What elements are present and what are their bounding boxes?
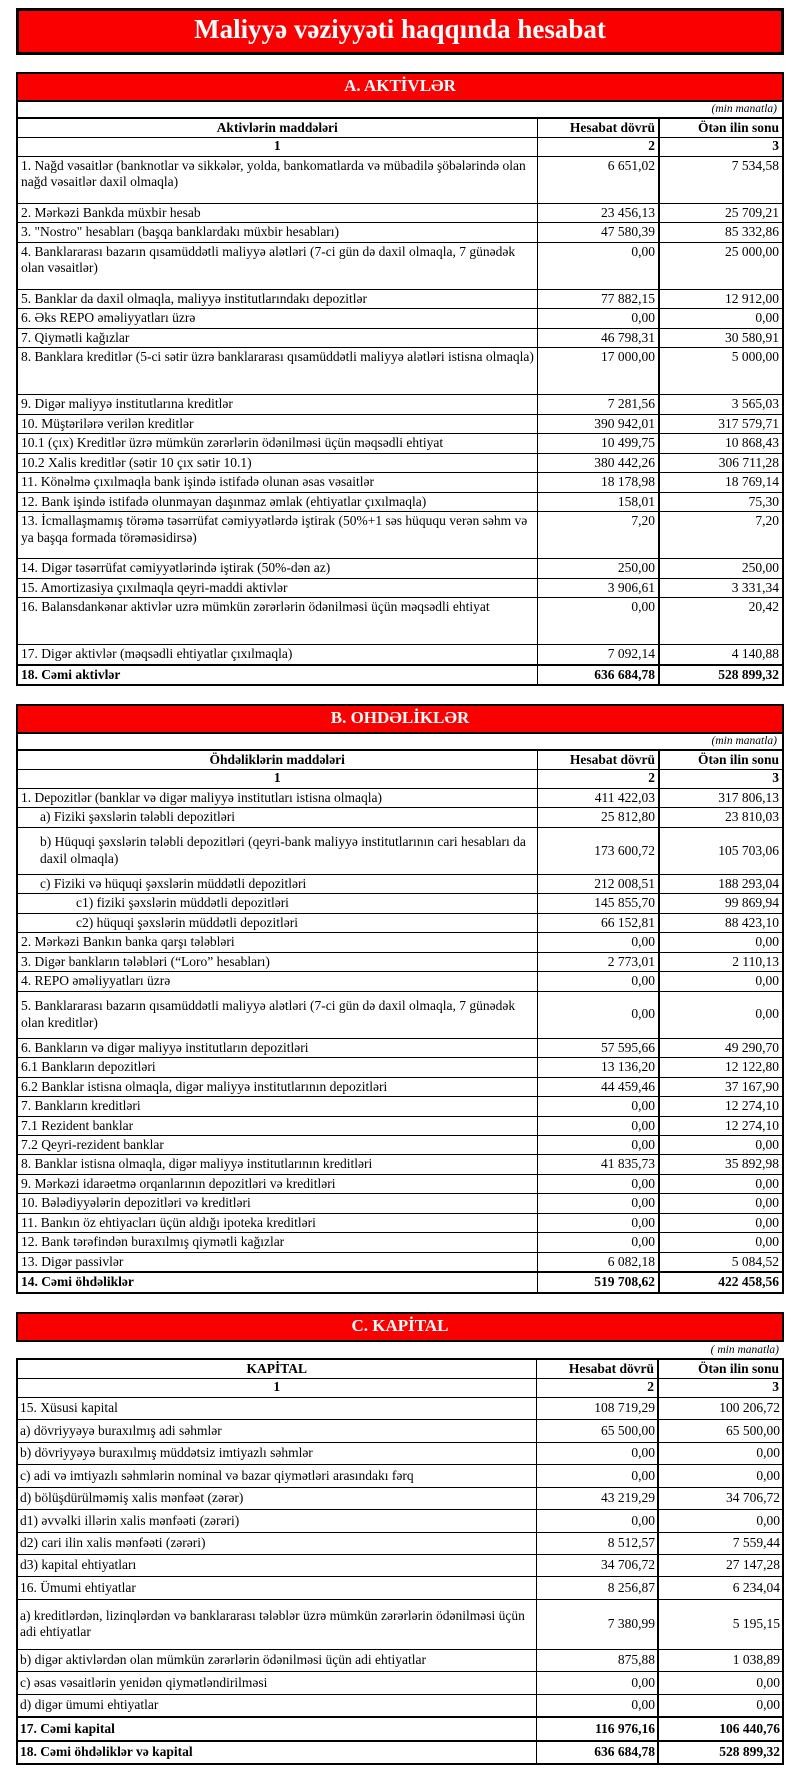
table-row <box>18 348 782 395</box>
value-current-period: 0,00 <box>536 1510 658 1532</box>
value-previous-year: 99 869,94 <box>659 894 782 913</box>
table-row <box>18 1272 782 1291</box>
table-row <box>18 894 782 913</box>
row-label: d3) kapital ehtiyatları <box>17 1554 536 1576</box>
row-label: a) Fiziki şəxslərin tələbli depozitləri <box>18 808 537 827</box>
value-current-period: 0,00 <box>537 1233 659 1252</box>
table-row <box>18 808 782 827</box>
value-previous-year: 7 534,58 <box>659 156 782 203</box>
row-label: c) adi və imtiyazlı səhmlərin nominal və bazar qiymətləri arasındakı fərq <box>17 1465 536 1487</box>
column-number: 3 <box>658 1379 783 1397</box>
row-label: 14. Digər təsərrüfat cəmiyyətlərində iştirak (50%-dən az) <box>18 559 537 578</box>
row-label: 9. Digər maliyyə institutlarına kreditlər <box>18 395 537 414</box>
table-row <box>18 434 782 453</box>
row-label: 1. Nağd vəsaitlər (banknotlar və sikkələr, yolda, bankomatlarda və mübadilə şöbələrində olan nağd vəsaitlər daxil olmaqla) <box>18 156 537 203</box>
row-label: c) Fiziki və hüquqi şəxslərin müddətli depozitləri <box>18 874 537 893</box>
value-previous-year: 0,00 <box>658 1510 783 1532</box>
value-previous-year: 1 038,89 <box>658 1649 783 1671</box>
table-row <box>18 289 782 308</box>
row-label: 2. Mərkəzi Bankın banka qarşı tələbləri <box>18 933 537 952</box>
value-previous-year: 85 332,86 <box>659 223 782 242</box>
column-number: 1 <box>18 138 537 156</box>
value-previous-year: 0,00 <box>659 1233 782 1252</box>
unit-note-assets: (min manatla) <box>18 102 782 119</box>
current-period-column-header: Hesabat dövrü <box>536 1359 658 1379</box>
value-previous-year: 7,20 <box>659 512 782 559</box>
value-current-period: 7 380,99 <box>536 1599 658 1649</box>
row-label: 8. Banklara kreditlər (5-ci sətir üzrə banklararası qısamüddətli maliyyə alətləri istisna olmaqla) <box>18 348 537 395</box>
value-previous-year: 317 579,71 <box>659 414 782 433</box>
table-row <box>18 1097 782 1116</box>
row-label: 13. İcmallaşmamış törəmə təsərrüfat cəmiyyətlərdə iştirak (50%+1 səs hüququ verən səhm və ya başqa formada törəməsidirsə) <box>18 512 537 559</box>
row-label: a) dövriyyəyə buraxılmış adi səhmlər <box>17 1420 536 1442</box>
table-row <box>18 395 782 414</box>
table-row <box>18 309 782 328</box>
assets-table <box>18 119 782 684</box>
row-label: 2. Mərkəzi Bankda müxbir hesab <box>18 203 537 222</box>
table-row <box>18 512 782 559</box>
value-current-period: 0,00 <box>537 1136 659 1155</box>
value-current-period: 380 442,26 <box>537 453 659 472</box>
table-row <box>17 1741 783 1764</box>
row-label: 12. Bank işində istifadə olunmayan daşınmaz əmlak (ehtiyatlar çıxılmaqla) <box>18 492 537 511</box>
value-current-period: 250,00 <box>537 559 659 578</box>
report-title-banner <box>16 8 784 55</box>
value-current-period: 875,88 <box>536 1649 658 1671</box>
value-previous-year: 0,00 <box>659 1194 782 1213</box>
value-current-period: 6 651,02 <box>537 156 659 203</box>
column-number: 1 <box>17 1379 536 1397</box>
value-previous-year: 20,42 <box>659 598 782 645</box>
table-row <box>18 223 782 242</box>
value-previous-year: 422 458,56 <box>659 1272 782 1291</box>
table-row <box>18 827 782 874</box>
value-previous-year: 0,00 <box>658 1465 783 1487</box>
capital-header-row <box>17 1359 783 1379</box>
value-previous-year: 105 703,06 <box>659 827 782 874</box>
value-current-period: 636 684,78 <box>536 1741 658 1764</box>
row-label: 18. Cəmi aktivlər <box>18 665 537 684</box>
value-previous-year: 65 500,00 <box>658 1420 783 1442</box>
value-current-period: 145 855,70 <box>537 894 659 913</box>
unit-note-capital: ( min manatla) <box>710 1343 779 1356</box>
table-row <box>17 1465 783 1487</box>
value-current-period: 0,00 <box>536 1672 658 1694</box>
value-previous-year: 49 290,70 <box>659 1038 782 1057</box>
value-previous-year: 4 140,88 <box>659 645 782 665</box>
value-previous-year: 188 293,04 <box>659 874 782 893</box>
previous-year-column-header: Ötən ilin sonu <box>658 1359 783 1379</box>
column-number: 2 <box>537 770 659 788</box>
value-previous-year: 27 147,28 <box>658 1554 783 1576</box>
value-current-period: 0,00 <box>537 242 659 289</box>
row-label: 7.1 Rezident banklar <box>18 1116 537 1135</box>
table-row <box>17 1442 783 1464</box>
liabilities-table <box>18 751 782 1292</box>
row-label: 15. Xüsusi kapital <box>17 1397 536 1419</box>
table-row <box>18 414 782 433</box>
table-row <box>17 1672 783 1694</box>
section-assets <box>16 72 784 686</box>
value-current-period: 0,00 <box>537 1213 659 1232</box>
value-previous-year: 12 274,10 <box>659 1116 782 1135</box>
value-previous-year: 0,00 <box>658 1694 783 1717</box>
table-row <box>18 559 782 578</box>
value-previous-year: 6 234,04 <box>658 1577 783 1599</box>
row-label: 5. Banklar da daxil olmaqla, maliyyə institutlarındakı depozitlər <box>18 289 537 308</box>
row-label: 10.1 (çıx) Kreditlər üzrə mümkün zərərlərin ödənilməsi üçün məqsədli ehtiyat <box>18 434 537 453</box>
table-row <box>18 991 782 1038</box>
table-row <box>18 1233 782 1252</box>
row-label: 9. Mərkəzi idarəetmə orqanlarının depozitləri və kreditləri <box>18 1174 537 1193</box>
value-current-period: 0,00 <box>537 972 659 991</box>
value-current-period: 0,00 <box>537 1174 659 1193</box>
value-current-period: 57 595,66 <box>537 1038 659 1057</box>
table-row <box>18 1038 782 1057</box>
table-row <box>17 1554 783 1576</box>
row-label: 11. Bankın öz ehtiyacları üçün aldığı ipoteka kreditləri <box>18 1213 537 1232</box>
row-label: 10.2 Xalis kreditlər (sətir 10 çıx sətir 10.1) <box>18 453 537 472</box>
row-label: b) dövriyyəyə buraxılmış müddətsiz imtiyazlı səhmlər <box>17 1442 536 1464</box>
row-label: 11. Könəlmə çıxılmaqla bank işində istifadə olunan əsas vəsaitlər <box>18 473 537 492</box>
row-label: b) digər aktivlərdən olan mümkün zərərlərin ödənilməsi üçün adi ehtiyatlar <box>17 1649 536 1671</box>
value-previous-year: 106 440,76 <box>658 1717 783 1740</box>
value-previous-year: 25 709,21 <box>659 203 782 222</box>
value-current-period: 43 219,29 <box>536 1487 658 1509</box>
value-current-period: 0,00 <box>536 1442 658 1464</box>
table-row <box>18 913 782 932</box>
value-current-period: 23 456,13 <box>537 203 659 222</box>
value-current-period: 25 812,80 <box>537 808 659 827</box>
value-previous-year: 317 806,13 <box>659 788 782 807</box>
column-number-row <box>18 770 782 788</box>
row-label: b) Hüquqi şəxslərin tələbli depozitləri (qeyri-bank maliyyə institutlarının cari hesabları da daxil olmaqla) <box>18 827 537 874</box>
value-previous-year: 12 122,80 <box>659 1058 782 1077</box>
table-row <box>17 1694 783 1717</box>
value-current-period: 390 942,01 <box>537 414 659 433</box>
value-current-period: 17 000,00 <box>537 348 659 395</box>
value-current-period: 173 600,72 <box>537 827 659 874</box>
table-row <box>18 874 782 893</box>
value-previous-year: 0,00 <box>659 991 782 1038</box>
row-label: 6.2 Banklar istisna olmaqla, digər maliyyə institutlarının depozitləri <box>18 1077 537 1096</box>
row-label: 3. "Nostro" hesabları (başqa banklardakı müxbir hesabları) <box>18 223 537 242</box>
value-previous-year: 75,30 <box>659 492 782 511</box>
value-current-period: 0,00 <box>537 1194 659 1213</box>
value-current-period: 0,00 <box>537 598 659 645</box>
row-label: 7.2 Qeyri-rezident banklar <box>18 1136 537 1155</box>
value-current-period: 411 422,03 <box>537 788 659 807</box>
value-previous-year: 0,00 <box>658 1672 783 1694</box>
value-current-period: 0,00 <box>536 1694 658 1717</box>
value-previous-year: 528 899,32 <box>658 1741 783 1764</box>
value-current-period: 18 178,98 <box>537 473 659 492</box>
column-number: 2 <box>536 1379 658 1397</box>
value-previous-year: 0,00 <box>659 1174 782 1193</box>
value-previous-year: 5 000,00 <box>659 348 782 395</box>
table-row <box>18 952 782 971</box>
table-row <box>18 933 782 952</box>
row-label: c2) hüquqi şəxslərin müddətli depozitləri <box>18 913 537 932</box>
table-row <box>17 1397 783 1419</box>
table-row <box>18 473 782 492</box>
value-current-period: 0,00 <box>537 1097 659 1116</box>
column-number: 2 <box>537 138 659 156</box>
value-previous-year: 3 331,34 <box>659 578 782 597</box>
value-current-period: 65 500,00 <box>536 1420 658 1442</box>
value-current-period: 2 773,01 <box>537 952 659 971</box>
value-current-period: 13 136,20 <box>537 1058 659 1077</box>
previous-year-column-header: Ötən ilin sonu <box>659 119 782 138</box>
row-label: d2) cari ilin xalis mənfəəti (zərəri) <box>17 1532 536 1554</box>
value-current-period: 636 684,78 <box>537 665 659 684</box>
table-row <box>18 1174 782 1193</box>
value-previous-year: 34 706,72 <box>658 1487 783 1509</box>
items-column-header: Aktivlərin maddələri <box>216 120 338 135</box>
value-previous-year: 0,00 <box>658 1442 783 1464</box>
value-previous-year: 0,00 <box>659 972 782 991</box>
table-row <box>18 598 782 645</box>
table-row <box>18 242 782 289</box>
row-label: 16. Balansdankənar aktivlər uzrə mümkün zərərlərin ödənilməsi üçün məqsədli ehtiyat <box>18 598 537 645</box>
value-current-period: 158,01 <box>537 492 659 511</box>
column-number: 3 <box>659 770 782 788</box>
value-previous-year: 5 084,52 <box>659 1252 782 1272</box>
value-current-period: 0,00 <box>537 1116 659 1135</box>
table-row <box>18 156 782 203</box>
value-previous-year: 0,00 <box>659 1136 782 1155</box>
value-current-period: 116 976,16 <box>536 1717 658 1740</box>
value-current-period: 0,00 <box>536 1465 658 1487</box>
unit-note-liabilities: (min manatla) <box>18 734 782 751</box>
row-label: 4. Banklararası bazarın qısamüddətli maliyyə alətləri (7-ci gün də daxil olmaqla, 7 günədək olan vəsaitlər) <box>18 242 537 289</box>
row-label: 1. Depozitlər (banklar və digər maliyyə institutları istisna olmaqla) <box>18 788 537 807</box>
row-label: 17. Digər aktivlər (məqsədli ehtiyatlar çıxılmaqla) <box>18 645 537 665</box>
value-previous-year: 5 195,15 <box>658 1599 783 1649</box>
section-liabilities <box>16 704 784 1294</box>
value-current-period: 10 499,75 <box>537 434 659 453</box>
row-label: d1) əvvəlki illərin xalis mənfəəti (zərəri) <box>17 1510 536 1532</box>
value-previous-year: 23 810,03 <box>659 808 782 827</box>
value-current-period: 0,00 <box>537 933 659 952</box>
section-assets-banner: A. AKTİVLƏR <box>18 74 782 102</box>
value-current-period: 7 092,14 <box>537 645 659 665</box>
value-previous-year: 37 167,90 <box>659 1077 782 1096</box>
value-previous-year: 0,00 <box>659 1213 782 1232</box>
table-row <box>18 788 782 807</box>
value-current-period: 34 706,72 <box>536 1554 658 1576</box>
row-label: 6. Bankların və digər maliyyə institutların depozitləri <box>18 1038 537 1057</box>
table-row <box>17 1599 783 1649</box>
column-number-row <box>17 1379 783 1397</box>
table-row <box>18 665 782 684</box>
capital-table <box>16 1358 784 1766</box>
value-previous-year: 10 868,43 <box>659 434 782 453</box>
value-current-period: 44 459,46 <box>537 1077 659 1096</box>
table-row <box>18 1058 782 1077</box>
value-previous-year: 528 899,32 <box>659 665 782 684</box>
value-previous-year: 100 206,72 <box>658 1397 783 1419</box>
section-capital-banner: C. KAPİTAL <box>16 1312 784 1342</box>
row-label: 7. Qiymətli kağızlar <box>18 328 537 347</box>
row-label: 12. Bank tərəfindən buraxılmış qiymətli kağızlar <box>18 1233 537 1252</box>
row-label: c) əsas vəsaitlərin yenidən qiymətləndirilməsi <box>17 1672 536 1694</box>
current-period-column-header: Hesabat dövrü <box>537 751 659 770</box>
row-label: 6.1 Bankların depozitləri <box>18 1058 537 1077</box>
row-label: 18. Cəmi öhdəliklər və kapital <box>17 1741 536 1764</box>
value-current-period: 108 719,29 <box>536 1397 658 1419</box>
row-label: 3. Digər bankların tələbləri (“Loro” hesabları) <box>18 952 537 971</box>
table-row <box>17 1420 783 1442</box>
column-number: 1 <box>18 770 537 788</box>
assets-header-row <box>18 119 782 138</box>
value-previous-year: 306 711,28 <box>659 453 782 472</box>
value-previous-year: 12 274,10 <box>659 1097 782 1116</box>
value-current-period: 519 708,62 <box>537 1272 659 1291</box>
row-label: 8. Banklar istisna olmaqla, digər maliyyə institutlarının kreditləri <box>18 1155 537 1174</box>
table-row <box>17 1649 783 1671</box>
value-current-period: 47 580,39 <box>537 223 659 242</box>
section-liabilities-banner: B. OHDƏLİKLƏR <box>18 706 782 734</box>
value-current-period: 0,00 <box>537 991 659 1038</box>
row-label: c1) fiziki şəxslərin müddətli depozitləri <box>18 894 537 913</box>
value-current-period: 8 256,87 <box>536 1577 658 1599</box>
value-current-period: 46 798,31 <box>537 328 659 347</box>
table-row <box>18 328 782 347</box>
value-current-period: 66 152,81 <box>537 913 659 932</box>
value-previous-year: 250,00 <box>659 559 782 578</box>
table-row <box>18 972 782 991</box>
previous-year-column-header: Ötən ilin sonu <box>659 751 782 770</box>
value-previous-year: 7 559,44 <box>658 1532 783 1554</box>
table-row <box>18 453 782 472</box>
row-label: 10. Müştərilərə verilən kreditlər <box>18 414 537 433</box>
row-label: 14. Cəmi öhdəliklər <box>18 1272 537 1291</box>
table-row <box>18 1136 782 1155</box>
table-row <box>18 1116 782 1135</box>
table-row <box>18 578 782 597</box>
table-row <box>18 1155 782 1174</box>
value-previous-year: 2 110,13 <box>659 952 782 971</box>
row-label: 7. Bankların kreditləri <box>18 1097 537 1116</box>
column-number: 3 <box>659 138 782 156</box>
value-current-period: 77 882,15 <box>537 289 659 308</box>
items-column-header: KAPİTAL <box>246 1360 307 1376</box>
row-label: 4. REPO əməliyyatları üzrə <box>18 972 537 991</box>
table-row <box>17 1532 783 1554</box>
value-previous-year: 35 892,98 <box>659 1155 782 1174</box>
value-previous-year: 0,00 <box>659 933 782 952</box>
value-previous-year: 30 580,91 <box>659 328 782 347</box>
value-current-period: 3 906,61 <box>537 578 659 597</box>
current-period-column-header: Hesabat dövrü <box>537 119 659 138</box>
table-row <box>18 203 782 222</box>
table-row <box>18 1194 782 1213</box>
report-title: Maliyyə vəziyyəti haqqında hesabat <box>194 14 606 44</box>
value-previous-year: 0,00 <box>659 309 782 328</box>
table-row <box>18 645 782 665</box>
table-row <box>17 1577 783 1599</box>
row-label: a) kreditlərdən, lizinqlərdən və banklararası tələblər üzrə mümkün zərərlərin ödənilməsi üçün adi ehtiyatlar <box>17 1599 536 1649</box>
value-current-period: 8 512,57 <box>536 1532 658 1554</box>
table-row <box>17 1510 783 1532</box>
value-current-period: 212 008,51 <box>537 874 659 893</box>
table-row <box>18 1252 782 1272</box>
items-column-header: Öhdəliklərin maddələri <box>209 751 345 767</box>
row-label: d) bölüşdürülməmiş xalis mənfəət (zərər) <box>17 1487 536 1509</box>
value-previous-year: 18 769,14 <box>659 473 782 492</box>
value-current-period: 6 082,18 <box>537 1252 659 1272</box>
liabilities-header-row <box>18 751 782 770</box>
table-row <box>18 1077 782 1096</box>
row-label: 13. Digər passivlər <box>18 1252 537 1272</box>
value-current-period: 7,20 <box>537 512 659 559</box>
value-current-period: 0,00 <box>537 309 659 328</box>
row-label: 15. Amortizasiya çıxılmaqla qeyri-maddi aktivlər <box>18 578 537 597</box>
row-label: 17. Cəmi kapital <box>17 1717 536 1740</box>
row-label: 16. Ümumi ehtiyatlar <box>17 1577 536 1599</box>
row-label: 6. Əks REPO əməliyyatları üzrə <box>18 309 537 328</box>
table-row <box>17 1717 783 1740</box>
value-previous-year: 12 912,00 <box>659 289 782 308</box>
table-row <box>18 492 782 511</box>
value-current-period: 7 281,56 <box>537 395 659 414</box>
value-previous-year: 3 565,03 <box>659 395 782 414</box>
row-label: 5. Banklararası bazarın qısamüddətli maliyyə alətləri (7-ci gün də daxil olmaqla, 7 günədək olan kreditlər) <box>18 991 537 1038</box>
value-previous-year: 25 000,00 <box>659 242 782 289</box>
value-previous-year: 88 423,10 <box>659 913 782 932</box>
value-current-period: 41 835,73 <box>537 1155 659 1174</box>
table-row <box>17 1487 783 1509</box>
row-label: 10. Bələdiyyələrin depozitləri və kreditləri <box>18 1194 537 1213</box>
table-row <box>18 1213 782 1232</box>
column-number-row <box>18 138 782 156</box>
row-label: d) digər ümumi ehtiyatlar <box>17 1694 536 1717</box>
